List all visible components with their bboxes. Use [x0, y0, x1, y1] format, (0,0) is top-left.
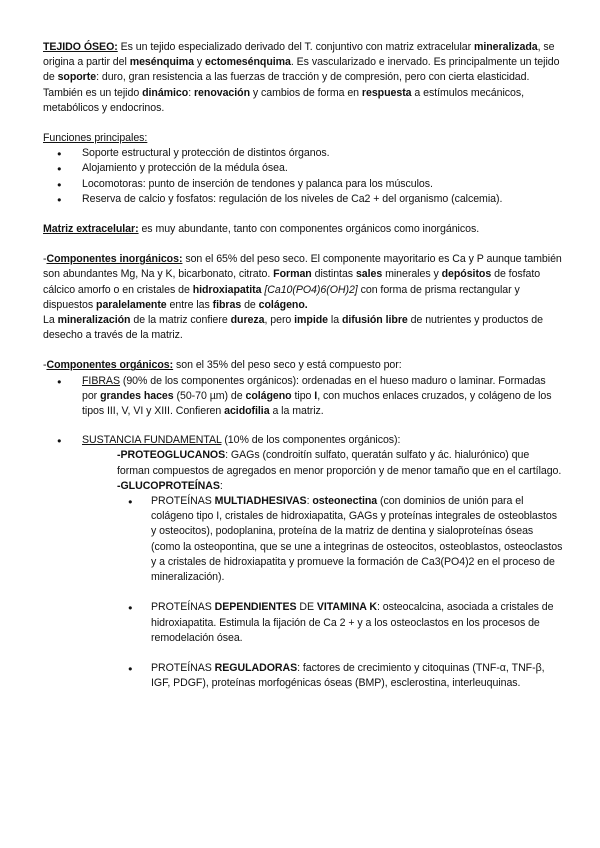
mineralizacion-paragraph: La mineralización de la matriz confiere dureza, pero impide la difusión libre de nutrientes y productos de desecho a través de la matriz. — [43, 314, 543, 342]
funciones-title: Funciones principales: — [43, 132, 148, 145]
inorganicos-paragraph: -Componentes inorgánicos: son el 65% del peso seco. El componente mayoritario es Ca y P aunque también son abundantes Mg, Na y K, bicarbonato, citrato. Forman distintas sales minerales y depósitos de fosfato cálcico amorfo o en cristales de hidroxiapatita [Ca10(PO4)6(OH)2] con forma de prisma rectangular y dispuestos paralelamente entre las fibras de colágeno. — [43, 253, 562, 311]
proteoglucanos-paragraph: -PROTEOGLUCANOS: GAGs (condroitín sulfato, queratán sulfato y ác. hialurónico) que forman compuestos de agregados en menor proporción y de menor tamaño que en el cartílago. — [117, 449, 562, 477]
list-item: ● Alojamiento y protección de la médula ósea. — [82, 161, 563, 176]
organicos-list — [43, 374, 563, 420]
list-item: ● PROTEÍNAS REGULADORAS: factores de crecimiento y citoquinas (TNF-α, TNF-β, IGF, PDGF), proteínas morfogénicas óseas (BMP), esclerostina, interleuquinas. — [151, 661, 563, 691]
matriz-heading: Matriz extracelular: — [43, 223, 139, 236]
intro-paragraph: TEJIDO ÓSEO: Es un tejido especializado derivado del T. conjuntivo con matriz extracelular mineralizada, se origina a partir del mesénquima y ectomesénquima. Es vascularizado e inervado. Es principalmente un tejido de soporte: duro, gran resistencia a las fuerzas de tracción y de compresión, pero con cierta elasticidad. También es un tejido dinámico: renovación y cambios de forma en respuesta a estímulos mecánicos, metabólicos y endocrinos. — [43, 41, 560, 114]
funciones-list — [43, 146, 563, 207]
fibras-item: ● FIBRAS (90% de los componentes orgánicos): ordenadas en el hueso maduro o laminar. Formadas por grandes haces (50-70 µm) de colágeno tipo I, con muchos enlaces cruzados, y colágeno de los tipos III, V, VI y XIII. Confieren acidofilia a la matriz. — [82, 374, 563, 420]
organicos-paragraph: -Componentes orgánicos: son el 35% del peso seco y está compuesto por: — [43, 359, 402, 372]
sustancia-list — [43, 433, 563, 448]
sustancia-item: ● SUSTANCIA FUNDAMENTAL (10% de los componentes orgánicos): — [82, 433, 563, 448]
organicos-heading: Componentes orgánicos: — [46, 359, 174, 372]
document-page — [43, 40, 563, 691]
list-item: ● Locomotoras: punto de inserción de tendones y palanca para los músculos. — [82, 177, 563, 192]
intro-heading: TEJIDO ÓSEO: — [43, 41, 118, 53]
proteins-list — [43, 494, 563, 691]
glucoproteinas-heading: -GLUCOPROTEÍNAS: — [117, 479, 223, 492]
list-item: ● PROTEÍNAS MULTIADHESIVAS: osteonectina (con dominios de unión para el colágeno tipo I, cristales de hidroxiapatita, GAGs y proteínas integrales de osteoblastos y osteocitos), podoplanina, proteína de la matriz de dentina y sialoproteínas óseas (como la osteopontina, que se une a integrinas de osteocitos, osteoblastos, osteoclastos y a cristales de hidroxiapatita y promueve la formación de Ca3(PO4)2 en el proceso de mineralización). — [151, 494, 563, 585]
matriz-paragraph: Matriz extracelular: es muy abundante, tanto con componentes orgánicos como inorgánicos. — [43, 223, 480, 236]
list-item: ● PROTEÍNAS DEPENDIENTES DE VITAMINA K: osteocalcina, asociada a cristales de hidroxiapatita. Estimula la fijación de Ca 2 + y a los osteoclastos en los procesos de remodelación ósea. — [151, 600, 563, 646]
list-item: ● Reserva de calcio y fosfatos: regulación de los niveles de Ca2 + del organismo (calcemia). — [82, 192, 563, 207]
list-item: ● Soporte estructural y protección de distintos órganos. — [82, 146, 563, 161]
sustancia-block — [43, 448, 563, 494]
inorganicos-heading: Componentes inorgánicos: — [46, 253, 183, 266]
